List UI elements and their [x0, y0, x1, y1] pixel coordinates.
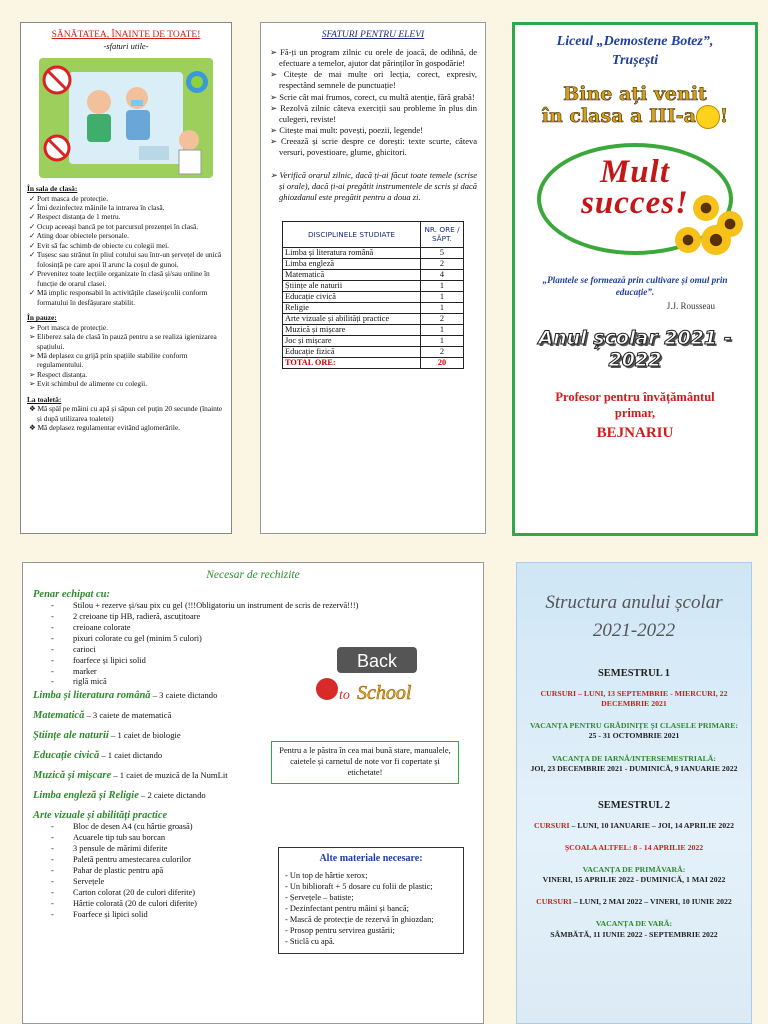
list-item: - foarfece și lipici solid: [51, 656, 473, 667]
toilet-rules-heading: La toaletă:: [27, 394, 62, 404]
hours-cell: 1: [421, 335, 464, 346]
summer-vacation-dates: SÂMBĂTĂ, 11 IUNIE 2022 - SEPTEMBRIE 2022: [550, 929, 718, 939]
autumn-vacation-dates: 25 - 31 OCTOMBRIE 2021: [588, 731, 680, 741]
pencil-case-heading: Penar echipat cu:: [33, 589, 110, 600]
teacher-role-line1: Profesor pentru învățământul: [555, 389, 715, 404]
subject-cell: Educație civică: [283, 291, 421, 302]
subject-supplies: – 1 caiet de muzică de la NumLit: [111, 770, 228, 781]
advice-note: ➢ Verifică orarul zilnic, dacă ți-ai făcut toate temele (scrise și orale), dacă ți-ai pregătit instrumentele de scris și dacă ghiozdanul este pregătit pentru a doua zi.: [270, 169, 477, 202]
subjects-table: [282, 221, 464, 369]
subject-name: Educație civică: [33, 750, 100, 762]
break-rule: ➢ Mă deplasez cu grijă prin spațiile stabilite conform regulamentului.: [29, 351, 188, 370]
health-title: SĂNĂTATEA, ÎNAINTE DE TOATE!: [51, 30, 201, 40]
school-name-line2: Trușești: [611, 52, 659, 68]
back-to-school-logo: [313, 643, 433, 707]
break-rule: ➢ Evit schimbul de alimente cu colegii.: [29, 379, 148, 389]
summer-vacation-label: VACANȚA DE VARĂ:: [595, 919, 673, 929]
subject-name: Limba engleză și Religie: [33, 790, 139, 802]
subject-supplies: – 3 caiete de matematică: [84, 710, 172, 721]
list-item: - Sticlă cu apă.: [285, 936, 335, 946]
break-rule: ➢ Port masca de protecție.: [29, 322, 109, 332]
succes-word: succes!: [581, 185, 689, 222]
subject-cell: Limba engleză: [283, 258, 421, 269]
toilet-rule: ❖ Mă deplasez regulamentar evitând aglomerările.: [29, 423, 181, 433]
advice-title: SFATURI PENTRU ELEVI: [321, 30, 425, 40]
logo-school: School: [357, 682, 412, 704]
winter-vacation-dates: JOI, 23 DECEMBRIE 2021 - DUMINICĂ, 9 IANUARIE 2022: [530, 763, 738, 773]
other-materials-heading: Alte materiale necesare:: [319, 853, 423, 864]
advice-tip: ➢ Citește de mai multe ori lecția, corect, expresiv, respectând semnele de punctuație!: [270, 69, 477, 91]
class-rule: ✓ Ating doar obiectele personale.: [29, 231, 129, 241]
hygiene-illustration: [39, 58, 213, 178]
advice-tip: ➢ Citește mai mult: povești, poezii, legende!: [270, 124, 424, 135]
subject-english-religion: [33, 790, 473, 801]
hours-cell: 2: [421, 313, 464, 324]
quote-author: J.J. Rousseau: [666, 300, 715, 311]
year-structure-panel: [516, 562, 752, 1024]
class-rule: ✓ Îmi dezinfectez mâinile la intrarea în clasă.: [29, 202, 165, 212]
list-item: - Un biblioraft + 5 dosare cu folii de plastic;: [285, 881, 433, 891]
class-rule: ✓ Respect distanța de 1 metru.: [29, 212, 121, 222]
class-rule: ✓ Evit să fac schimb de obiecte cu colegii mei.: [29, 240, 169, 250]
list-item: - Stilou + rezerve și/sau pix cu gel (!!!Obligatoriu un instrument de scris de rezervă!!!): [51, 601, 473, 612]
hours-cell: 2: [421, 346, 464, 357]
class-rule: ✓ Ocup aceeași bancă pe tot parcursul prezenței în clasă.: [29, 221, 199, 231]
subject-cell: Joc și mișcare: [283, 335, 421, 346]
list-item: - Acuarele tip tub sau borcan: [51, 833, 473, 844]
list-item: - Șervețele – batiste;: [285, 892, 354, 902]
list-item: - Dezinfectant pentru mâini și bancă;: [285, 903, 409, 913]
school-name: [515, 33, 755, 71]
welcome-banner: [515, 82, 755, 129]
courses-dates: – LUNI, 2 MAI 2022 – VINERI, 10 IUNIE 2022: [571, 897, 732, 907]
table-row: [283, 313, 464, 324]
advice-panel: [260, 22, 486, 534]
table-row: [283, 280, 464, 291]
welcome-line1: Bine ați venit: [563, 82, 707, 105]
autumn-vacation-label: VACANȚA PENTRU GRĂDINIȚE ȘI CLASELE PRIMARE:: [529, 721, 739, 731]
structure-title: [517, 589, 751, 644]
teacher-name: BEJNARIU: [596, 425, 674, 442]
semester-2-heading: SEMESTRUL 2: [597, 799, 671, 811]
class-rules-heading: În sala de clasă:: [27, 184, 78, 194]
courses-label: CURSURI: [534, 820, 570, 830]
sunflower-icon: [675, 227, 701, 253]
subject-cell: Științe ale naturii: [283, 280, 421, 291]
list-item: - Hârtie colorată (20 de culori diferite): [51, 899, 473, 910]
table-row: [283, 269, 464, 280]
subject-cell: Arte vizuale și abilități practice: [283, 313, 421, 324]
supplies-panel: [22, 562, 484, 1024]
hours-header: NR. ORE / SĂPT.: [421, 221, 464, 247]
list-item: - Un top de hârtie xerox;: [285, 871, 368, 880]
winter-vacation-label: VACANȚA DE IARNĂ/INTERSEMESTRIALĂ:: [551, 753, 717, 763]
courses-label: CURSURI: [536, 897, 572, 907]
subject-cell: Religie: [283, 302, 421, 313]
list-item: - Bloc de desen A4 (cu hârtie groasă): [51, 822, 473, 833]
sunflower-icon: [701, 225, 731, 255]
sem1-courses: [517, 689, 751, 709]
hours-cell: 1: [421, 302, 464, 313]
table-row: [283, 258, 464, 269]
courses-dates: – LUNI, 13 SEPTEMBRIE - MIERCURI, 22 DECEMBRIE 2021: [576, 689, 728, 709]
list-item: - marker: [51, 667, 473, 678]
list-item: - Servețele: [51, 877, 473, 888]
semester-1-heading: SEMESTRUL 1: [597, 668, 671, 680]
list-item: - Carton colorat (20 de culori diferite): [51, 888, 473, 899]
sunflower-icon: [693, 195, 719, 221]
class-rule: ✓ Mă implic responsabil în activitățile clasei/școlii conform formatului în desfășurare stabilit.: [29, 288, 208, 307]
list-item: - Foarfece și lipici solid: [51, 910, 473, 921]
table-row: [283, 346, 464, 357]
welcome-end: !: [719, 104, 729, 127]
structure-title-line2: 2021-2022: [592, 619, 676, 641]
list-item: - Mască de protecție de rezervă în ghiozdan;: [285, 914, 434, 924]
break-rule: ➢ Respect distanța.: [29, 369, 88, 379]
welcome-line2: în clasa a III-a: [541, 104, 696, 127]
subject-science: [33, 730, 473, 741]
subject-supplies: – 1 caiet dictando: [99, 750, 163, 761]
break-rules-heading: În pauze:: [27, 313, 57, 323]
advice-tip: ➢ Rezolvă zilnic câteva exerciții sau probleme în plus din culegeri, reviste!: [270, 102, 477, 124]
subject-cell: Educație fizică: [283, 346, 421, 357]
list-item: - Prosop pentru servirea gustării;: [285, 925, 395, 935]
list-item: - Pahar de plastic pentru apă: [51, 866, 473, 877]
advice-tip: ➢ Scrie cât mai frumos, corect, cu multă atenție, fără grabă!: [270, 91, 475, 102]
health-panel: [20, 22, 232, 534]
subjects-header: DISCIPLINELE STUDIATE: [283, 221, 421, 247]
smiley-icon: [696, 105, 720, 129]
list-item: - Paletă pentru amestecarea culorilor: [51, 855, 473, 866]
total-row: [283, 357, 464, 368]
cover-panel: [512, 22, 758, 536]
subject-name: Științe ale naturii: [33, 730, 109, 742]
hours-cell: 1: [421, 280, 464, 291]
book-care-note: Pentru a le păstra în cea mai bună stare, manualele, caietele și carnetul de note vor fi copertate și etichetate!: [271, 741, 459, 784]
school-year: Anul școlar 2021 - 2022: [538, 326, 732, 371]
spring-vacation-label: VACANȚA DE PRIMĂVARĂ:: [582, 865, 686, 875]
mult-word: Mult: [599, 153, 671, 190]
subject-supplies: – 3 caiete dictando: [150, 690, 218, 701]
list-item: - 2 creioane tip HB, radieră, ascuțitoare: [51, 612, 473, 623]
logo-back: Back: [356, 651, 398, 671]
subject-cell: Limba și literatura română: [283, 247, 421, 258]
break-rule: ➢ Eliberez sala de clasă în pauză pentru a se realiza igienizarea spațiului.: [29, 332, 217, 351]
table-row: [283, 291, 464, 302]
arts-heading: Arte vizuale și abilități practice: [33, 810, 168, 822]
quote-text: „Plantele se formează prin cultivare și omul prin educație”.: [542, 274, 728, 297]
school-different-week: ȘCOALA ALTFEL: 8 - 14 APRILIE 2022: [564, 842, 704, 852]
logo-to: to: [339, 688, 350, 703]
advice-tip: ➢ Fă-ți un program zilnic cu orele de joacă, de odihnă, de efectuare a temelor, ajutor dat părinților în gospodărie!: [270, 47, 477, 69]
table-row: [283, 335, 464, 346]
subject-supplies: – 2 caiete dictando: [138, 790, 206, 801]
total-label: TOTAL ORE:: [283, 357, 421, 368]
subject-supplies: – 1 caiet de biologie: [108, 730, 181, 741]
list-item: - carioci: [51, 645, 473, 656]
teacher-role: [515, 389, 755, 422]
spring-vacation-dates: VINERI, 15 APRILIE 2022 - DUMINICĂ, 1 MAI 2022: [542, 875, 726, 885]
subject-cell: Muzică și mișcare: [283, 324, 421, 335]
hours-cell: 2: [421, 258, 464, 269]
total-value: 20: [421, 357, 464, 368]
list-item: - creioane colorate: [51, 623, 473, 634]
courses-dates: – LUNI, 10 IANUARIE – JOI, 14 APRILIE 2022: [569, 820, 734, 830]
good-luck-oval: [537, 143, 733, 255]
supplies-title: Necesar de rechizite: [206, 569, 300, 581]
toilet-rule: ❖ Mă spăl pe mâini cu apă și săpun cel puțin 20 secunde (înainte și după utilizarea toaletei): [29, 404, 223, 423]
subject-name: Matematică: [33, 710, 85, 722]
advice-tip: ➢ Creează și scrie despre ce dorești: texte scurte, câteva versuri, povestioare, glume, ghicitori.: [270, 135, 477, 157]
subject-cell: Matematică: [283, 269, 421, 280]
list-item: - riglă mică: [51, 677, 473, 688]
table-row: [283, 324, 464, 335]
subject-name: Muzică și mișcare: [33, 770, 112, 782]
hours-cell: 1: [421, 291, 464, 302]
subject-name: Limba și literatura română: [33, 690, 151, 702]
sem2-courses-after-break: [517, 897, 751, 907]
subject-math: [33, 710, 473, 721]
other-materials-box: [278, 847, 464, 954]
teacher-role-line2: primar,: [614, 405, 656, 420]
class-rule: ✓ Tușesc sau strănut în pliul cotului sau într-un șervețel de unică folosință pe care apoi îl arunc la coșul de gunoi.: [29, 250, 222, 269]
structure-title-line1: Structura anului școlar: [545, 592, 723, 613]
courses-label: CURSURI: [540, 689, 577, 699]
sem2-courses: [517, 821, 751, 831]
list-item: - 3 pensule de mărimi diferite: [51, 844, 473, 855]
class-rule: ✓ Prevenitez toate lecțiile organizate în clasă și/sau online în funcție de orarul clasei.: [29, 269, 210, 288]
class-rule: ✓ Port masca de protecție.: [29, 193, 109, 203]
school-name-line1: Liceul „Demostene Botez”,: [556, 34, 714, 49]
list-item: - pixuri colorate cu gel (minim 5 culori): [51, 634, 473, 645]
health-subtitle: -sfaturi utile-: [103, 41, 149, 52]
hours-cell: 4: [421, 269, 464, 280]
hours-cell: 5: [421, 247, 464, 258]
table-row: [283, 302, 464, 313]
hours-cell: 1: [421, 324, 464, 335]
table-row: [283, 247, 464, 258]
hygiene-illustration-graphic: [39, 58, 213, 178]
